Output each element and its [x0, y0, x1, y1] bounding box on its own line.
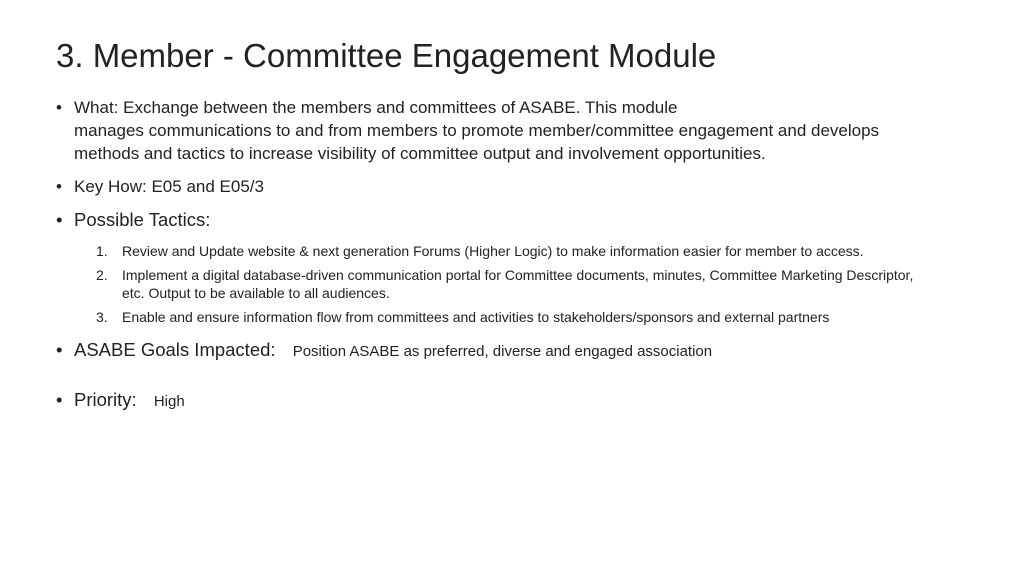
goals-label: ASABE Goals Impacted: [74, 339, 276, 360]
bullet-key-how [56, 175, 936, 198]
goals-value: Position ASABE as preferred, diverse and engaged association [292, 343, 713, 360]
key-how-text: Key How: E05 and E05/3 [74, 177, 264, 196]
bullet-dot: • [56, 389, 63, 410]
tactic-text: Implement a digital database-driven communication portal for Committee documents, minutes, Committee Marketing Descriptor, etc. Output to be available to all audiences. [122, 267, 914, 301]
tactic-number: 2. [96, 267, 108, 283]
what-text-line1: What: Exchange between the members and committees of ASABE. This module [74, 98, 678, 117]
tactic-number: 3. [96, 309, 108, 325]
bullet-goals [56, 338, 936, 364]
possible-tactics-label: Possible Tactics: [74, 209, 211, 230]
bullet-dot: • [56, 339, 63, 360]
tactics-list [56, 242, 936, 326]
bullet-what [56, 96, 936, 165]
tactic-item [56, 242, 936, 260]
priority-label: Priority: [74, 389, 137, 410]
bullet-dot: • [56, 98, 62, 117]
slide-content [56, 96, 936, 424]
bullet-possible-tactics [56, 208, 936, 232]
priority-value: High [153, 393, 185, 410]
spacer [56, 374, 936, 388]
tactic-text: Enable and ensure information flow from committees and activities to stakeholders/sponsors and external partners [122, 309, 830, 325]
what-text-line2: manages communications to and from members to promote member/committee engagement and develops methods and tactics to increase visibility of committee output and involvement opportunities. [74, 121, 880, 163]
bullet-dot: • [56, 209, 63, 230]
bullet-dot: • [56, 177, 62, 196]
tactic-item [56, 266, 936, 302]
tactic-number: 1. [96, 243, 108, 259]
tactic-text: Review and Update website & next generation Forums (Higher Logic) to make information easier for member to access. [122, 243, 864, 259]
tactic-item [56, 308, 936, 326]
slide-title: 3. Member - Committee Engagement Module [56, 37, 717, 74]
bullet-priority [56, 388, 936, 414]
